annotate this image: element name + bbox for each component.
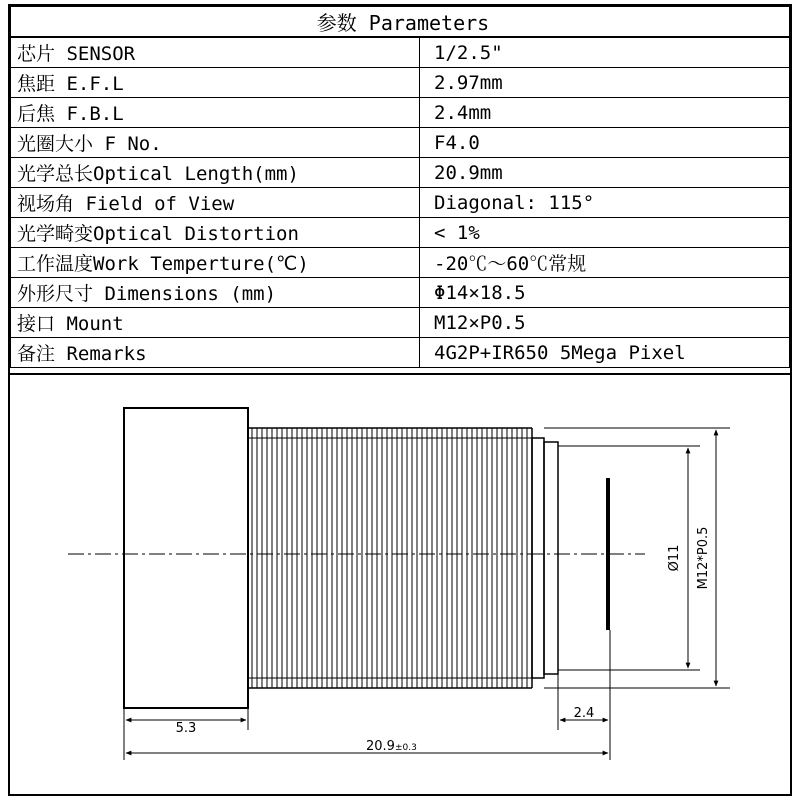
param-label: 光学总长Optical Length(mm) <box>11 158 420 188</box>
param-label: 芯片 SENSOR <box>11 37 420 68</box>
param-value: 2.97mm <box>420 68 790 98</box>
table-row <box>11 158 790 188</box>
param-value: 2.4mm <box>420 98 790 128</box>
param-value: Φ14×18.5 <box>420 278 790 308</box>
lens-drawing <box>10 378 790 790</box>
table-row <box>11 248 790 278</box>
table-row <box>11 188 790 218</box>
table-title: 参数 Parameters <box>11 7 790 38</box>
parameters-table <box>10 6 790 368</box>
param-label: 接口 Mount <box>11 308 420 338</box>
table-row <box>11 338 790 368</box>
label-back-focus: 2.4 <box>573 706 595 721</box>
param-value: 20.9mm <box>420 158 790 188</box>
section-divider <box>10 373 790 375</box>
param-value: 1/2.5" <box>420 37 790 68</box>
param-value: M12×P0.5 <box>420 308 790 338</box>
param-label: 外形尺寸 Dimensions (mm) <box>11 278 420 308</box>
param-value: < 1% <box>420 218 790 248</box>
param-label: 视场角 Field of View <box>11 188 420 218</box>
table-row <box>11 98 790 128</box>
label-inner-diameter: Ø11 <box>667 544 682 572</box>
param-value: 4G2P+IR650 5Mega Pixel <box>420 338 790 368</box>
table-row <box>11 128 790 158</box>
threaded-barrel <box>248 428 532 688</box>
table-header-row <box>11 7 790 38</box>
param-label: 光学畸变Optical Distortion <box>11 218 420 248</box>
label-head-length: 5.3 <box>175 721 197 736</box>
param-label: 焦距 E.F.L <box>11 68 420 98</box>
param-label: 光圈大小 F No. <box>11 128 420 158</box>
param-value: -20℃～60℃常规 <box>420 248 790 278</box>
table-row <box>11 278 790 308</box>
lens-head <box>124 408 248 708</box>
table-row <box>11 68 790 98</box>
param-label: 后焦 F.B.L <box>11 98 420 128</box>
param-label: 备注 Remarks <box>11 338 420 368</box>
table-row <box>11 37 790 68</box>
param-value: Diagonal: 115° <box>420 188 790 218</box>
rear-step <box>532 438 558 678</box>
image-plane <box>606 478 610 630</box>
param-label: 工作温度Work Temperture(℃) <box>11 248 420 278</box>
label-total-length: 20.9±0.3 <box>366 739 417 754</box>
param-value: F4.0 <box>420 128 790 158</box>
table-row <box>11 218 790 248</box>
label-thread: M12*P0.5 <box>696 526 711 590</box>
table-row <box>11 308 790 338</box>
